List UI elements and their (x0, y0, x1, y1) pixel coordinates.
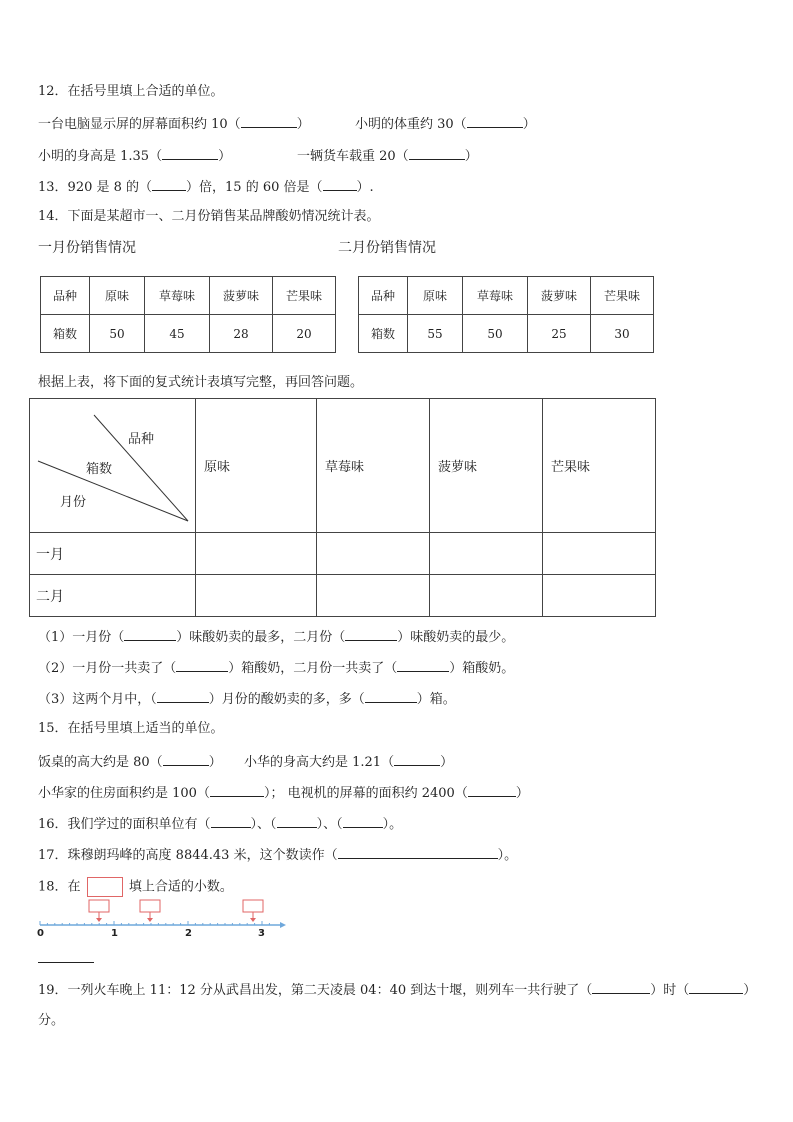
col-flavor-2: 菠萝味 (430, 399, 543, 533)
q14-s3-text-a: （3）这两个月中，（ (38, 692, 157, 707)
feb-value-0: 55 (408, 315, 463, 353)
q14-sub2 (38, 659, 514, 677)
diag-count-label: 箱数 (86, 462, 113, 477)
jan-value-1: 45 (145, 315, 210, 353)
q15-d-text: 电视机的屏幕的面积约 2400（ (287, 786, 468, 801)
q15-a-blank[interactable] (163, 753, 209, 766)
q14-s2-blank-1[interactable] (176, 659, 228, 672)
row-month-0: 一月 (30, 533, 196, 575)
q14-s1-text-a: （1）一月份（ (38, 630, 125, 645)
q12-a-text: 一台电脑显示屏的屏幕面积约 10（ (38, 117, 241, 132)
diag-month-label: 月份 (60, 495, 87, 510)
q13-text-3: ）. (356, 180, 374, 195)
q16-text-3: ）、（ (316, 817, 343, 832)
q19-close: ） (743, 983, 757, 998)
nl-answer-box-3 (243, 900, 263, 912)
q12-line2b (297, 147, 478, 165)
q13-line (38, 178, 374, 196)
q16-text-2: ）、（ (250, 817, 277, 832)
col-flavor-0: 原味 (196, 399, 317, 533)
jan-flavor-2: 菠萝味 (210, 277, 273, 315)
jan-head-kind: 品种 (41, 277, 90, 315)
q12-b-blank[interactable] (467, 115, 523, 128)
row-month-1: 二月 (30, 575, 196, 617)
jan-head-count: 箱数 (41, 315, 90, 353)
q16-blank-1[interactable] (211, 815, 251, 828)
q12-line1 (38, 115, 310, 133)
q19-line2: 分。 (38, 1013, 65, 1028)
feb-value-2: 25 (528, 315, 591, 353)
q15-line1b (244, 753, 453, 771)
q14-sub3 (38, 690, 456, 708)
q15-c-blank[interactable] (210, 784, 264, 797)
diagonal-header-cell (30, 399, 196, 533)
q13-text-1: 13．920 是 8 的（ (38, 180, 153, 195)
q19-text-2: ）时（ (650, 983, 690, 998)
q14-title: 14．下面是某超市一、二月份销售某品牌酸奶情况统计表。 (38, 209, 380, 224)
q16-blank-2[interactable] (277, 815, 317, 828)
jan-flavor-1: 草莓味 (145, 277, 210, 315)
q16-text-1: 16．我们学过的面积单位有（ (38, 817, 211, 832)
q17-blank[interactable] (338, 846, 498, 859)
cell-feb-3[interactable] (543, 575, 656, 617)
jan-value-0: 50 (90, 315, 145, 353)
jan-flavor-3: 芒果味 (273, 277, 336, 315)
feb-value-3: 30 (591, 315, 654, 353)
q15-line2 (38, 784, 529, 802)
cell-feb-0[interactable] (196, 575, 317, 617)
nl-arrowhead-1 (96, 918, 102, 922)
q16-line (38, 815, 402, 833)
nl-label-0: 0 (37, 928, 44, 939)
q19-text-1: 19．一列火车晚上 11：12 分从武昌出发，第二天凌晨 04：40 到达十堰，则列车一共行驶了（ (38, 983, 593, 998)
q16-blank-3[interactable] (343, 815, 383, 828)
q19-line (38, 981, 756, 999)
q17-text-1: 17．珠穆朗玛峰的高度 8844.43 米，这个数读作（ (38, 848, 338, 863)
nl-answer-box-1 (89, 900, 109, 912)
q12-c-close: ） (218, 149, 232, 164)
q18-text-1: 18．在 (38, 879, 81, 895)
q18-answer-line[interactable] (38, 962, 94, 963)
q15-title: 15．在括号里填上适当的单位。 (38, 721, 224, 736)
q14-s3-text-b: ）月份的酸奶卖的多，多（ (208, 692, 365, 707)
feb-value-1: 50 (463, 315, 528, 353)
q17-line (38, 846, 517, 864)
q12-line1b (355, 115, 536, 133)
nl-label-3: 3 (258, 928, 265, 939)
q13-blank-2[interactable] (323, 178, 357, 191)
q15-d-blank[interactable] (468, 784, 516, 797)
cell-jan-3[interactable] (543, 533, 656, 575)
nl-axis-arrow (280, 922, 286, 928)
q14-s3-blank-1[interactable] (157, 690, 209, 703)
cell-feb-1[interactable] (317, 575, 430, 617)
q12-a-close: ） (296, 117, 310, 132)
nl-arrowhead-3 (250, 918, 256, 922)
q16-text-4: ）。 (382, 817, 403, 832)
q15-b-close: ） (440, 755, 454, 770)
q19-blank-1[interactable] (592, 981, 650, 994)
q14-instruction: 根据上表，将下面的复式统计表填写完整，再回答问题。 (38, 375, 364, 390)
q14-sub1 (38, 628, 514, 646)
jan-value-3: 20 (273, 315, 336, 353)
col-flavor-1: 草莓味 (317, 399, 430, 533)
q15-a-text: 饭桌的高大约是 80（ (38, 755, 163, 770)
jan-value-2: 28 (210, 315, 273, 353)
q15-a-close: ） (208, 755, 222, 770)
diagonal-lines (30, 399, 195, 533)
q14-s1-text-c: ）味酸奶卖的最少。 (397, 630, 515, 645)
q14-s3-text-c: ）箱。 (416, 692, 456, 707)
q15-b-text: 小华的身高大约是 1.21（ (244, 755, 395, 770)
q12-b-text: 小明的体重约 30（ (355, 117, 467, 132)
nl-answer-box-2 (140, 900, 160, 912)
q19-blank-2[interactable] (689, 981, 743, 994)
q18-text-2: 填上合适的小数。 (128, 879, 233, 895)
q14-s1-text-b: ）味酸奶卖的最多，二月份（ (176, 630, 346, 645)
q12-a-blank[interactable] (241, 115, 297, 128)
q12-b-close: ） (522, 117, 536, 132)
q14-s2-text-a: （2）一月份一共卖了（ (38, 661, 177, 676)
q15-b-blank[interactable] (394, 753, 440, 766)
q12-d-blank[interactable] (409, 147, 465, 160)
feb-head-count: 箱数 (359, 315, 408, 353)
feb-caption: 二月份销售情况 (338, 240, 436, 256)
feb-flavor-3: 芒果味 (591, 277, 654, 315)
q13-text-2: ）倍，15 的 60 倍是（ (186, 180, 323, 195)
cell-jan-2[interactable] (430, 533, 543, 575)
q12-d-close: ） (464, 149, 478, 164)
q12-c-text: 小明的身高是 1.35（ (38, 149, 163, 164)
cell-jan-0[interactable] (196, 533, 317, 575)
jan-flavor-0: 原味 (90, 277, 145, 315)
jan-caption: 一月份销售情况 (38, 240, 136, 256)
q14-s2-text-b: ）箱酸奶，二月份一共卖了（ (228, 661, 398, 676)
diag-kind-label: 品种 (128, 432, 155, 447)
q14-s2-blank-2[interactable] (397, 659, 449, 672)
q12-title: 12．在括号里填上合适的单位。 (38, 84, 224, 99)
q14-s3-blank-2[interactable] (365, 690, 417, 703)
feb-head-kind: 品种 (359, 277, 408, 315)
q14-s2-text-c: ）箱酸奶。 (449, 661, 515, 676)
col-flavor-3: 芒果味 (543, 399, 656, 533)
jan-table (40, 276, 336, 353)
q17-text-2: ）。 (497, 848, 518, 863)
number-line (34, 898, 294, 934)
q12-line2 (38, 147, 231, 165)
nl-arrowhead-2 (147, 918, 153, 922)
feb-table (358, 276, 654, 353)
nl-label-2: 2 (185, 928, 192, 939)
cell-jan-1[interactable] (317, 533, 430, 575)
q15-c-text: 小华家的住房面积约是 100（ (38, 786, 210, 801)
feb-flavor-0: 原味 (408, 277, 463, 315)
feb-flavor-1: 草莓味 (463, 277, 528, 315)
q14-s1-blank-1[interactable] (124, 628, 176, 641)
compound-table (29, 398, 656, 617)
q12-d-text: 一辆货车载重 20（ (297, 149, 409, 164)
q13-blank-1[interactable] (152, 178, 186, 191)
q12-c-blank[interactable] (162, 147, 218, 160)
q18-sample-box (87, 877, 123, 897)
q18-line (38, 877, 233, 897)
q15-d-close: ） (515, 786, 529, 801)
nl-label-1: 1 (111, 928, 118, 939)
q15-c-sep: ）； (263, 786, 284, 801)
q15-line1 (38, 753, 222, 771)
feb-flavor-2: 菠萝味 (528, 277, 591, 315)
cell-feb-2[interactable] (430, 575, 543, 617)
q14-s1-blank-2[interactable] (345, 628, 397, 641)
